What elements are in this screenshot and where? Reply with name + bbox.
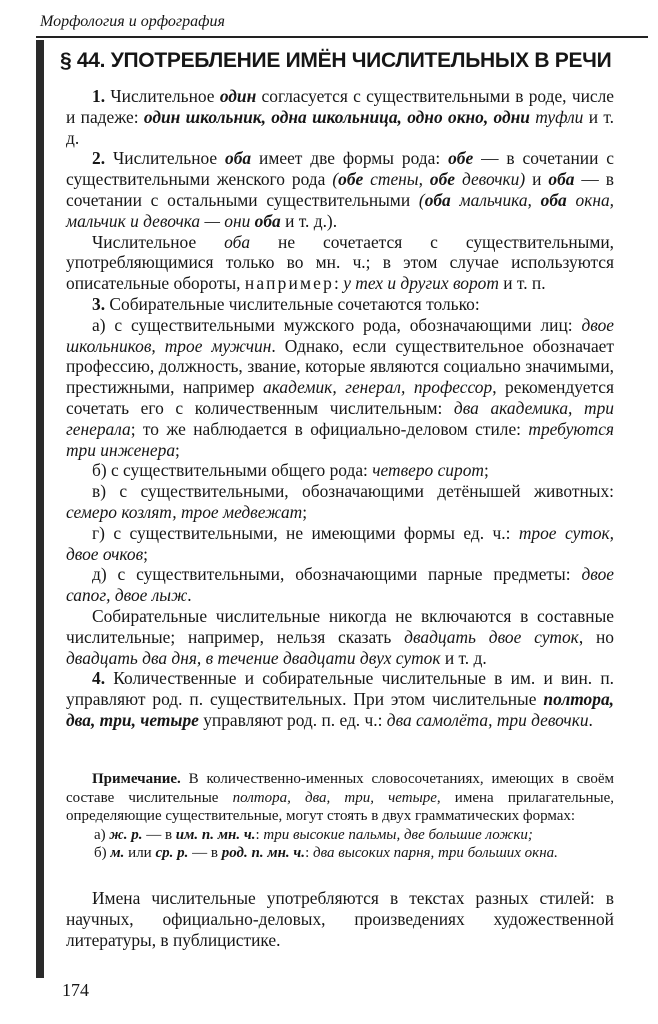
abbr: м. xyxy=(110,845,125,861)
section-body xyxy=(66,86,614,731)
text: Собирательные числительные никогда не включаются в составные числительные; например, нельзя сказать xyxy=(66,605,614,647)
paragraph-12 xyxy=(66,888,614,950)
header-rule xyxy=(36,36,648,38)
example: оба xyxy=(424,189,451,210)
note-item-a xyxy=(66,826,614,845)
example: семеро козлят, трое медвежат xyxy=(66,501,303,522)
text: Собирательные числительные сочетаются только: xyxy=(105,293,480,314)
example: два самолёта, три девочки xyxy=(386,709,589,730)
item-number: 1. xyxy=(92,86,106,106)
text: и т. д. xyxy=(66,106,614,148)
closing-text xyxy=(66,888,614,950)
margin-bar xyxy=(36,40,44,978)
example: полтора, два, три, четыре xyxy=(66,689,614,730)
text: Числительное xyxy=(92,231,225,252)
example: два высоких парня, три больших окна. xyxy=(312,845,558,861)
paragraph-6 xyxy=(66,460,614,481)
paragraph-1 xyxy=(66,86,614,148)
example: обе xyxy=(429,169,455,190)
paragraph-4 xyxy=(66,294,614,315)
example: требуются три инженера xyxy=(66,418,614,460)
term: оба xyxy=(548,169,575,190)
text: а) с существительными мужского рода, обозначающими лиц: xyxy=(92,314,582,335)
example: двадцать два дня, в течение двадцати двух суток xyxy=(66,647,441,668)
abbr: им. п. мн. ч. xyxy=(175,826,256,843)
text: Числительное xyxy=(105,148,226,169)
page-number: 174 xyxy=(62,980,89,1000)
text: В количественно-именных словосочетаниях, имеющих в своём составе числительные xyxy=(66,771,614,806)
text: — в xyxy=(142,826,176,843)
paragraph-7 xyxy=(66,481,614,523)
paragraph-10 xyxy=(66,606,614,668)
text: согласуется с существительными в роде, числе и падеже: xyxy=(66,86,614,127)
text: не сочетается с существительными, употребляющимися только во мн. ч.; в этом случае используются описательные обороты, xyxy=(66,231,614,294)
text: б) xyxy=(94,845,111,861)
example: оба xyxy=(540,189,567,210)
item-number: 3. xyxy=(92,293,106,314)
text: и xyxy=(525,169,549,190)
example: четверо сирот xyxy=(372,460,484,481)
text: : xyxy=(305,845,313,861)
text: б) с существительными общего рода: xyxy=(92,460,373,481)
text: . Однако, если существительное обозначает профессию, должность, звание, которые являются социально значимыми, престижными, например xyxy=(66,335,614,398)
text: , рекомендуется сочетать его с количественным числительным: xyxy=(66,377,614,418)
paragraph-9 xyxy=(66,564,614,606)
text: : xyxy=(255,826,264,843)
item-number: 4. xyxy=(92,668,106,689)
term: оба xyxy=(225,148,252,169)
text: Количественные и собирательные числительные в им. и вин. п. управляют род. п. существительных. При этом числительные xyxy=(66,668,614,710)
text: — в сочетании с остальными существительными xyxy=(66,169,614,210)
paragraph-11 xyxy=(66,668,614,730)
section-title: § 44. УПОТРЕБЛЕНИЕ ИМЁН ЧИСЛИТЕЛЬНЫХ В РЕЧИ xyxy=(60,49,612,72)
example: один школьник, одна школьница, одно окно, одни xyxy=(143,106,530,127)
text: а) xyxy=(94,826,110,843)
text: Имена числительные употребляются в текстах разных стилей: в научных, официально-деловых, произведениях художественной литературы, в публицистике. xyxy=(66,888,614,950)
text: в) с существительными, обозначающими детёнышей животных: xyxy=(92,481,614,502)
example: академик, генерал, профессор xyxy=(263,377,493,398)
example: трое суток, двое очков xyxy=(66,522,614,564)
item-number: 2. xyxy=(92,148,106,169)
example: девочки) xyxy=(454,169,526,190)
example: стены, xyxy=(363,169,430,190)
abbr: род. п. мн. ч. xyxy=(221,845,306,861)
example: ( xyxy=(332,169,339,190)
note-block xyxy=(66,770,614,863)
example: два академика, три генерала xyxy=(66,397,614,439)
text: ; то же наблюдается в официально-деловом стиле: xyxy=(130,418,529,439)
text: . xyxy=(187,585,192,606)
text: имеет две формы рода: xyxy=(251,148,449,169)
text: управляют род. п. ед. ч.: xyxy=(198,709,387,730)
example: обе xyxy=(338,169,364,190)
text: и т. д.). xyxy=(280,210,338,231)
example: окна, мальчик и девочка — они xyxy=(66,189,614,231)
text: : xyxy=(334,273,344,294)
note-item-b xyxy=(66,844,614,863)
text: Числительное xyxy=(105,86,220,106)
text: или xyxy=(124,845,156,861)
paragraph-8 xyxy=(66,523,614,565)
text: , имена прилагательные, определяющие существительные, могут стоять в двух грамматических формах: xyxy=(66,789,614,824)
text: , но xyxy=(578,626,614,647)
paragraph-3 xyxy=(66,232,614,294)
example: три высокие пальмы, две большие ложки; xyxy=(263,826,533,843)
text: — в сочетании с существительными женского рода xyxy=(66,148,615,190)
term: оба xyxy=(224,231,251,252)
text: ; xyxy=(483,460,489,481)
example: оба xyxy=(254,210,281,231)
term: один xyxy=(219,86,257,106)
example: двое сапог, двое лыж xyxy=(66,564,614,606)
text: и т. д. xyxy=(440,647,487,668)
note-paragraph xyxy=(66,770,614,826)
abbr: ср. р. xyxy=(155,845,189,861)
text: . xyxy=(588,709,593,730)
text: д) с существительными, обозначающими парные предметы: xyxy=(92,564,582,585)
text: — в xyxy=(188,845,222,861)
text: ; xyxy=(302,501,308,522)
example: двое школьников, трое мужчин xyxy=(66,314,614,356)
paragraph-5 xyxy=(66,315,614,461)
abbr: ж. р. xyxy=(109,826,143,843)
example: ( xyxy=(418,189,425,210)
text: ; xyxy=(175,439,180,460)
text: ; xyxy=(143,543,148,564)
text: и т. п. xyxy=(498,273,546,294)
example: двадцать двое суток xyxy=(404,626,579,647)
term: обе xyxy=(448,148,474,169)
note-label: Примечание. xyxy=(92,771,181,787)
paragraph-2 xyxy=(66,148,614,231)
example: мальчика, xyxy=(450,189,541,210)
spaced-word: например xyxy=(244,273,334,294)
example: полтора, два, три, четыре xyxy=(232,789,437,806)
example: у тех и других ворот xyxy=(343,273,499,294)
example: туфли xyxy=(529,106,584,127)
text: г) с существительными, не имеющими формы ед. ч.: xyxy=(92,522,519,543)
running-header: Морфология и орфография xyxy=(40,13,225,30)
